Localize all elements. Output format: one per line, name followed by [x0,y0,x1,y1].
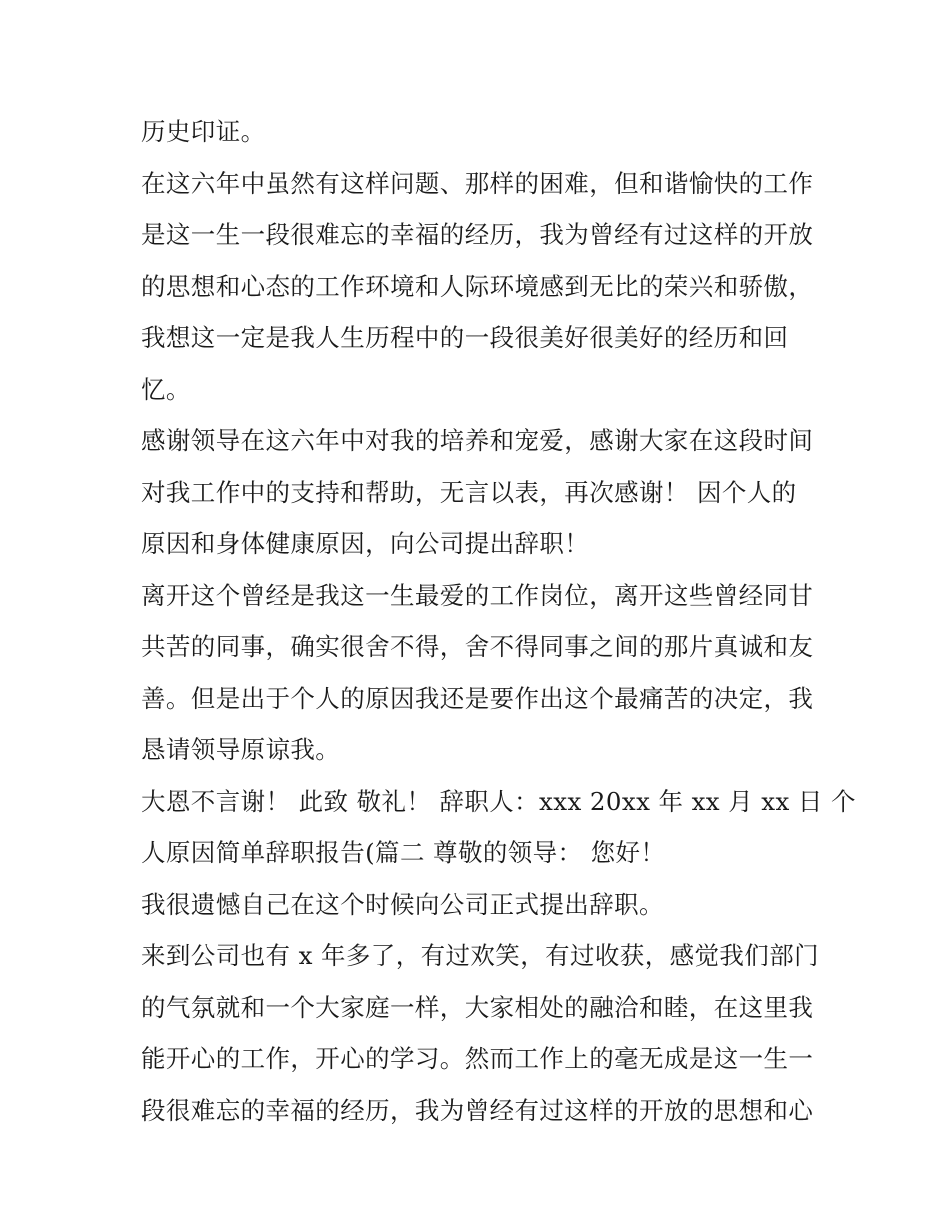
text-line: 离开这个曾经是我这一生最爱的工作岗位，离开这些曾经同甘 [141,580,814,610]
text-line: 共苦的同事，确实很舍不得，舍不得同事之间的那片真诚和友 [141,632,814,661]
text-line: 我很遗憾自己在这个时候向公司正式提出辞职。 [141,889,664,919]
paragraph [141,930,831,1136]
paragraph [141,158,831,416]
paragraph [141,106,831,158]
text-line: 段很难忘的幸福的经历，我为曾经有过这样的开放的思想和心 [141,1095,814,1125]
text-line: 大恩不言谢！ 此致 敬礼！ 辞职人：xxx 20xx 年 xx 月 xx 日 个 [141,786,856,816]
paragraph [141,879,831,931]
text-line: 原因和身体健康原因，向公司提出辞职！ [141,529,590,558]
document-body [141,106,856,1136]
text-line: 人原因简单辞职报告(篇二 尊敬的领导： 您好！ [141,838,666,867]
paragraph [141,415,831,570]
text-line: 来到公司也有 x 年多了，有过欢笑，有过收获，感觉我们部门 [141,941,819,970]
text-line: 的思想和心态的工作环境和人际环境感到无比的荣兴和骄傲， [141,271,814,301]
paragraph [141,776,856,879]
text-line: 能开心的工作，开心的学习。然而工作上的毫无成是这一生一 [141,1044,814,1073]
text-line: 恳请领导原谅我。 [141,735,341,764]
text-line: 历史印证。 [141,117,266,146]
text-line: 感谢领导在这六年中对我的培养和宠爱，感谢大家在这段时间 [141,426,814,455]
text-line: 的气氛就和一个大家庭一样，大家相处的融洽和睦，在这里我 [141,992,814,1022]
text-line: 善。但是出于个人的原因我还是要作出这个最痛苦的决定，我 [141,683,814,713]
paragraph [141,570,831,776]
text-line: 在这六年中虽然有这样问题、那样的困难，但和谐愉快的工作 [141,168,814,198]
text-line: 我想这一定是我人生历程中的一段很美好很美好的经历和回 [141,323,789,352]
text-line: 忆。 [141,374,191,404]
text-line: 对我工作中的支持和帮助，无言以表，再次感谢！ 因个人的 [141,477,797,507]
text-line: 是这一生一段很难忘的幸福的经历，我为曾经有过这样的开放 [141,220,814,249]
